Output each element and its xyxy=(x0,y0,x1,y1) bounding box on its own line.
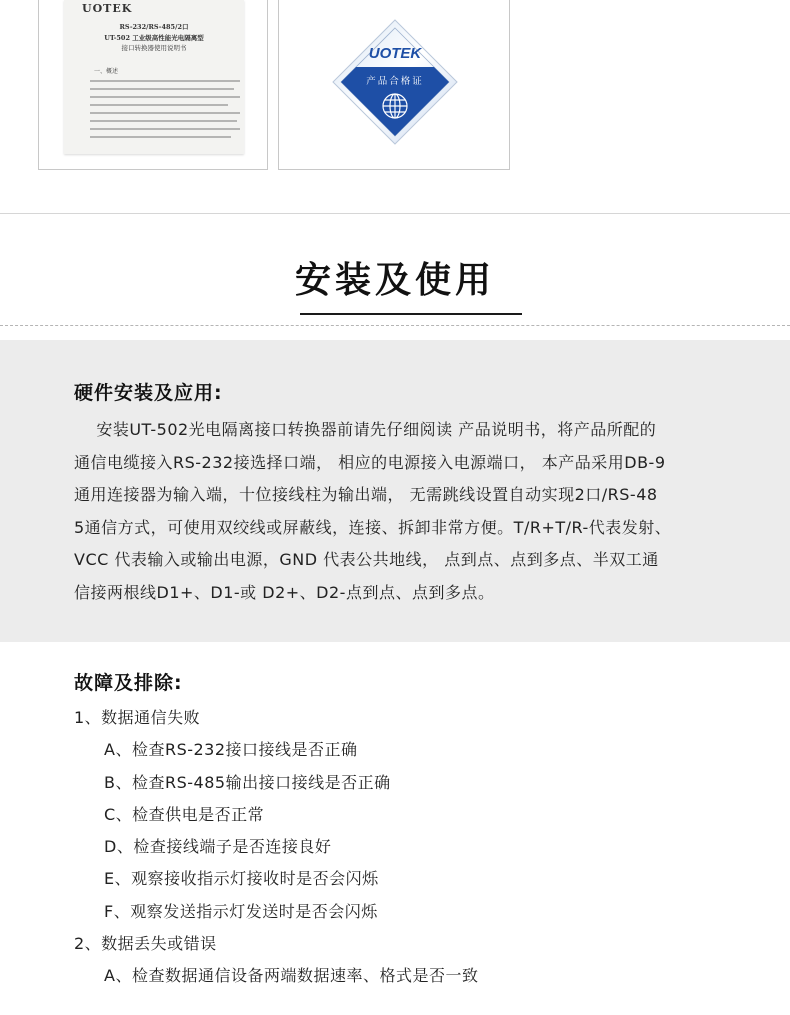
dashed-divider xyxy=(0,325,790,326)
fault-check-item: A、检查数据通信设备两端数据速率、格式是否一致 xyxy=(104,966,479,986)
section-title: 安装及使用 xyxy=(294,260,495,301)
fault-heading: 故障及排除: xyxy=(74,672,183,694)
paragraph-line: 信接两根线D1+、D1-或 D2+、D2-点到点、点到多点。 xyxy=(74,582,495,602)
paragraph-line: 安装UT-502光电隔离接口转换器前请先仔细阅读 产品说明书，将产品所配的 xyxy=(74,420,657,439)
paragraph-line: 通用连接器为输入端，十位接线柱为输出端， 无需跳线设置自动实现2口/RS-48 xyxy=(74,485,658,504)
manual-title-line2: UT-502 工业级高性能光电隔离型 xyxy=(104,34,204,42)
section-divider xyxy=(0,213,790,214)
fault-category: 1、数据通信失败 xyxy=(74,708,201,727)
paragraph-line: 5通信方式，可使用双绞线或屏蔽线，连接、拆卸非常方便。T/R+T/R-代表发射、 xyxy=(74,517,672,537)
product-image-strip xyxy=(0,0,790,172)
manual-logo: UOTEK xyxy=(82,2,133,15)
fault-check-item: D、检查接线端子是否连接良好 xyxy=(104,837,332,857)
manual-title-line1: RS-232/RS-485/2口 xyxy=(119,23,189,31)
hardware-heading: 硬件安装及应用: xyxy=(74,382,223,404)
globe-icon xyxy=(383,94,407,118)
certificate-label: 产品合格证 xyxy=(366,76,424,87)
fault-check-item: B、检查RS-485输出接口接线是否正确 xyxy=(104,772,391,792)
fault-check-item: A、检查RS-232接口接线是否正确 xyxy=(104,740,358,760)
paragraph-line: VCC 代表输入或输出电源，GND 代表公共地线， 点到点、点到多点、半双工通 xyxy=(74,550,659,569)
fault-category: 2、数据丢失或错误 xyxy=(74,934,217,954)
certificate-badge xyxy=(331,18,459,146)
hardware-paragraph xyxy=(74,414,754,609)
paragraph-line: 通信电缆接入RS-232接选择口端， 相应的电源接入电源端口， 本产品采用DB-9 xyxy=(74,452,666,472)
certificate-card xyxy=(278,0,510,170)
manual-text-lines xyxy=(90,80,240,144)
fault-check-item: C、检查供电是否正常 xyxy=(104,804,265,824)
manual-card xyxy=(38,0,268,170)
manual-section-label: 一、概述 xyxy=(94,68,119,75)
fault-check-item: E、观察接收指示灯接收时是否会闪烁 xyxy=(104,869,379,889)
fault-list xyxy=(74,704,754,995)
manual-page-image xyxy=(64,0,244,154)
title-underline xyxy=(300,313,522,315)
certificate-logo: UOTEK xyxy=(368,45,422,62)
manual-title-line3: 接口转换器使用说明书 xyxy=(121,44,187,52)
fault-check-item: F、观察发送指示灯发送时是否会闪烁 xyxy=(104,901,378,921)
